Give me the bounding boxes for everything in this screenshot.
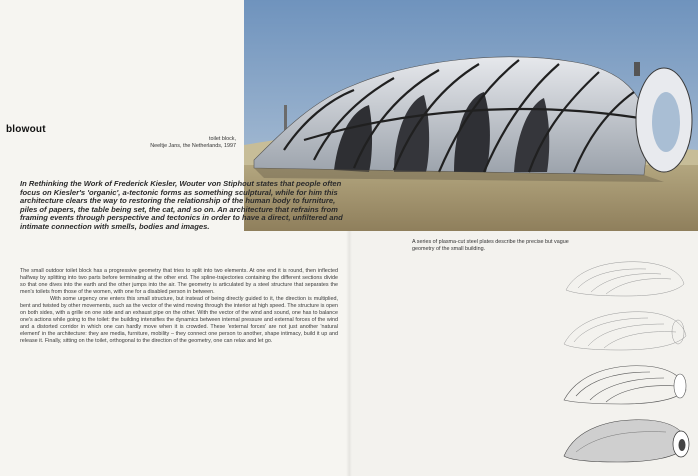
- wireframe-drawings: [556, 252, 698, 476]
- caption-line-1: toilet block,: [209, 136, 236, 142]
- body-text: [20, 268, 338, 346]
- body-paragraph: The small outdoor toilet block has a progressive geometry that tries to split into two elements. At one end it is round, then inflected halfway by splitting into two parts before terminating at the other end. The spline-trajectories containing the different sections divide so that one dives into the earth and the other jumps into the air. The geometry is articulated by a steel structure that separates the men's toilets from those of the women, with one for a disabled person in between.: [20, 268, 338, 296]
- wireframe-sequence: [556, 252, 698, 476]
- caption-line-2: Neeltje Jans, the Netherlands, 1997: [150, 142, 236, 149]
- photo-caption: A series of plasma-cut steel plates describe the precise but vague geometry of the small building.: [412, 239, 569, 252]
- section-title: blowout: [6, 124, 46, 135]
- body-paragraph: With some urgency one enters this small structure, but instead of being directly guided to it, the direction is multiplied, bent and twisted by other movements, such as the vector of the wind moving through the interior at high speed. The structure is open on both sides, with a grille on one side and an exhaust pipe on the other. With the vector of the wind and sound, one has to balance one's actions while going to the toilet: the building intensifies the dynamics between internal pressure and external forces of the wind and a distorted corridor in which one can hardly move when it is crowded. These 'external forces' are not just another 'natural element' in the architecture: they are media, furniture, mobility – they connect one person to another, shape intimacy, build it up and release it. Finally, sitting on the toilet, orthogonal to the direction of the geometry, one can relax and let go.: [20, 296, 338, 345]
- project-caption: [96, 136, 236, 149]
- lede-paragraph: In Rethinking the Work of Frederick Kiesler, Wouter von Stiphout states that people often focus on Kiesler's 'organic', a-tectonic forms as something sculptural, while for him this architecture clears the way to restoring the relationship of the human body to furniture, piles of papers, the table being set, the cat, and so on. An architecture that refrains from framing events through perspective and tectonics in order to have a direct, unfiltered and intimate connection with smells, bodies and images.: [20, 179, 343, 231]
